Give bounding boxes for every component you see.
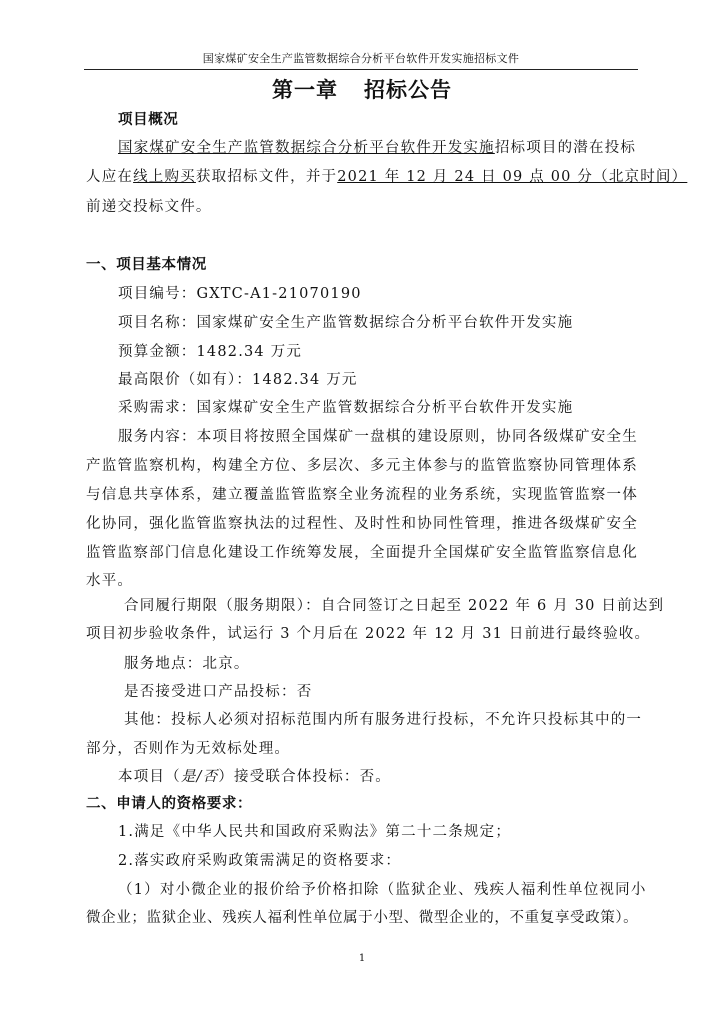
- demand: 采购需求：国家煤矿安全生产监管数据综合分析平台软件开发实施: [118, 400, 574, 416]
- service-line: 服务内容：本项目将按照全国煤矿一盘棋的建设原则，协同各级煤矿安全生: [118, 429, 638, 445]
- service-line: 与信息共享体系，建立覆盖监管监察全业务流程的业务系统，实现监管监察一体: [86, 487, 638, 503]
- qualification-item-1: 1.满足《中华人民共和国政府采购法》第二十二条规定；: [118, 824, 512, 840]
- overview-text: 获取招标文件，并于: [195, 169, 338, 185]
- chapter-title: [0, 74, 724, 104]
- overview-line-3: 前递交投标文件。: [86, 199, 212, 215]
- online-purchase-link[interactable]: 线上购买: [133, 169, 196, 185]
- overview-line-1: [118, 136, 638, 157]
- overview-title: 项目概况: [118, 112, 179, 128]
- project-name: 项目名称：国家煤矿安全生产监管数据综合分析平台软件开发实施: [118, 315, 574, 331]
- other-line: 其他：投标人必须对招标范围内所有服务进行投标，不允许只投标其中的一: [124, 712, 643, 728]
- contract-line: 项目初步验收条件，试运行 3 个月后在 2022 年 12 月 31 日前进行最终验收。: [86, 626, 651, 642]
- overview-text: 招标项目的潜在投标: [494, 140, 637, 156]
- section1-title: 一、项目基本情况: [86, 257, 207, 273]
- service-line: 监管监察部门信息化建设工作统筹发展，全面提升全国煤矿安全监管监察信息化: [86, 545, 638, 561]
- consortium: [118, 765, 638, 786]
- page-number: 1: [358, 953, 366, 964]
- deadline-date: 2021 年 12 月 24 日 09 点 00 分（北京时间）: [337, 169, 688, 185]
- overview-text: 人应在: [86, 169, 134, 185]
- import-products: 是否接受进口产品投标：否: [124, 684, 313, 700]
- section2-title: 二、申请人的资格要求：: [86, 796, 253, 812]
- service-location: 服务地点：北京。: [124, 656, 250, 672]
- qualification-item-3: （1）对小微企业的报价给予价格扣除（监狱企业、残疾人福利性单位视同小: [118, 882, 647, 898]
- service-line: 化协同，强化监管监察执法的过程性、及时性和协同性管理，推进各级煤矿安全: [86, 516, 638, 532]
- other-line: 部分，否则作为无效标处理。: [86, 741, 291, 757]
- qualification-item-3: 微企业；监狱企业、残疾人福利性单位属于小型、微型企业的，不重复享受政策）。: [86, 910, 638, 926]
- max-price: 最高限价（如有）：1482.34 万元: [118, 372, 358, 388]
- consortium-text: ）接受联合体投标：否。: [218, 769, 392, 785]
- service-line: 水平。: [86, 573, 134, 589]
- chapter-number: 第一章: [272, 78, 338, 102]
- consortium-option: 是/否: [180, 769, 219, 785]
- project-name-link[interactable]: 国家煤矿安全生产监管数据综合分析平台软件开发实施: [118, 140, 495, 156]
- service-line: 产监管监察机构，构建全方位、多层次、多元主体参与的监管监察协同管理体系: [86, 458, 638, 474]
- project-number: 项目编号：GXTC-A1-21070190: [118, 286, 362, 302]
- consortium-text: 本项目（: [118, 769, 181, 785]
- contract-line: 合同履行期限（服务期限）：自合同签订之日起至 2022 年 6 月 30 日前达到: [124, 598, 665, 614]
- qualification-item-2: 2.落实政府采购政策需满足的资格要求：: [118, 853, 402, 869]
- budget: 预算金额：1482.34 万元: [118, 344, 303, 360]
- chapter-name: 招标公告: [364, 78, 452, 102]
- overview-line-2: [86, 165, 688, 186]
- running-header: 国家煤矿安全生产监管数据综合分析平台软件开发实施招标文件: [84, 50, 638, 70]
